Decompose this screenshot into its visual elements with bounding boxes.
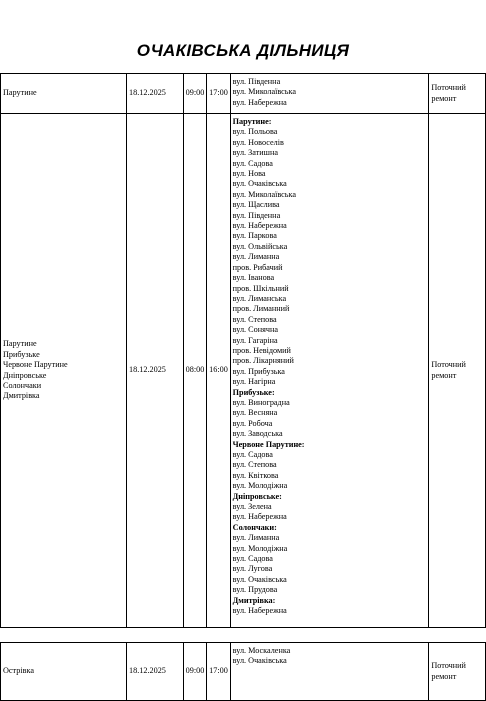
cell-line: вул. Молодіжна xyxy=(232,481,288,491)
cell-line: вул. Ольвійська xyxy=(232,241,288,251)
cell-line: вул. Паркова xyxy=(232,231,277,241)
cell-line: вул. Польова xyxy=(232,127,278,137)
cell-line: Прибузьке xyxy=(3,349,40,359)
cell-line: пров. Рибачий xyxy=(232,262,283,272)
work-type-cell: Поточний ремонт xyxy=(429,74,486,114)
cell-line: вул. Зелена xyxy=(232,502,272,512)
cell-line: вул. Садова xyxy=(232,554,273,564)
cell-line: вул. Набережна xyxy=(232,97,287,107)
cell-line: пров. Лікарняний xyxy=(232,356,294,366)
cell-line: вул. Затишна xyxy=(232,148,278,158)
work-type-cell: Поточний ремонт xyxy=(429,114,486,628)
cell-line: пров. Шкільний xyxy=(232,283,289,293)
cell-line: вул. Степова xyxy=(232,460,277,470)
table-row xyxy=(1,74,486,114)
cell-line: вул. Лиманна xyxy=(232,252,280,262)
cell-line: Червоне Парутине: xyxy=(232,439,305,449)
cell-line: вул. Заводська xyxy=(232,429,283,439)
cell-line: вул. Миколаївська xyxy=(232,189,297,199)
cell-line: Парутине xyxy=(3,339,37,349)
cell-line: вул. Нова xyxy=(232,169,266,179)
cell-line: вул. Виноградна xyxy=(232,397,290,407)
cell-line: вул. Нагірна xyxy=(232,377,276,387)
cell-line: вул. Лугова xyxy=(232,564,273,574)
cell-line: вул. Набережна xyxy=(232,606,287,616)
cell-line: вул. Набережна xyxy=(232,512,287,522)
end-time-cell: 16:00 xyxy=(207,114,231,628)
date-cell: 18.12.2025 xyxy=(127,74,184,114)
locations-cell xyxy=(1,74,127,114)
cell-line: вул. Миколаївська xyxy=(232,87,297,97)
cell-line: вул. Садова xyxy=(232,158,273,168)
cell-line: вул. Лиманна xyxy=(232,533,280,543)
cell-line: вул. Степова xyxy=(232,314,277,324)
cell-line: вул. Щаслива xyxy=(232,200,280,210)
cell-line: вул. Садова xyxy=(232,450,273,459)
outage-table xyxy=(0,73,486,628)
table-row xyxy=(1,114,486,628)
cell-line: Дмитрівка xyxy=(3,391,40,401)
cell-line: вул. Новоселів xyxy=(232,137,284,147)
cell-line: Прибузьке: xyxy=(232,387,275,397)
cell-line: вул. Лиманська xyxy=(232,293,287,303)
cell-line: Парутине xyxy=(3,88,37,98)
cell-line: вул. Сонячна xyxy=(232,325,278,335)
cell-line: вул. Очаківська xyxy=(232,574,287,584)
start-time-cell: 09:00 xyxy=(183,74,207,114)
cell-line: пров. Невідомий xyxy=(232,345,291,355)
end-time-cell: 17:00 xyxy=(207,74,231,114)
cell-line: Червоне Парутине xyxy=(3,360,68,370)
outage-table-continued xyxy=(0,642,486,701)
cell-line: Острівка xyxy=(3,666,34,676)
table-row xyxy=(1,643,486,701)
cell-line: вул. Південна xyxy=(232,210,281,220)
cell-line: Солончаки xyxy=(3,380,42,390)
cell-line: вул. Іванова xyxy=(232,273,275,283)
cell-line: вул. Прибузька xyxy=(232,366,285,376)
cell-line: вул. Весняна xyxy=(232,408,278,418)
cell-line: вул. Прудова xyxy=(232,585,278,595)
cell-line: вул. Москаленка xyxy=(232,646,291,655)
locations-cell xyxy=(1,643,127,701)
cell-line: вул. Південна xyxy=(232,77,281,86)
work-type-cell: Поточний ремонт xyxy=(429,643,486,701)
cell-line: вул. Робоча xyxy=(232,418,273,428)
date-cell: 18.12.2025 xyxy=(127,114,184,628)
cell-line: вул. Гагаріна xyxy=(232,335,278,345)
start-time-cell: 09:00 xyxy=(183,643,207,701)
cell-line: Солончаки: xyxy=(232,522,277,532)
cell-line: вул. Набережна xyxy=(232,221,287,231)
cell-line: Дніпровське: xyxy=(232,491,282,501)
page-title: ОЧАКІВСЬКА ДІЛЬНИЦЯ xyxy=(136,41,350,60)
streets-cell xyxy=(230,74,429,114)
cell-line: вул. Очаківська xyxy=(232,656,287,666)
end-time-cell: 17:00 xyxy=(207,643,231,701)
cell-line: пров. Лиманний xyxy=(232,304,290,314)
cell-line: вул. Очаківська xyxy=(232,179,287,189)
streets-cell xyxy=(230,114,429,628)
cell-line: вул. Квіткова xyxy=(232,470,279,480)
streets-cell xyxy=(230,643,429,701)
cell-line: Дмитрівка: xyxy=(232,595,276,605)
locations-cell xyxy=(1,114,127,628)
start-time-cell: 08:00 xyxy=(183,114,207,628)
cell-line: Дніпровське xyxy=(3,370,47,380)
date-cell: 18.12.2025 xyxy=(127,643,184,701)
cell-line: Парутине: xyxy=(232,117,272,126)
cell-line: вул. Молодіжна xyxy=(232,543,288,553)
